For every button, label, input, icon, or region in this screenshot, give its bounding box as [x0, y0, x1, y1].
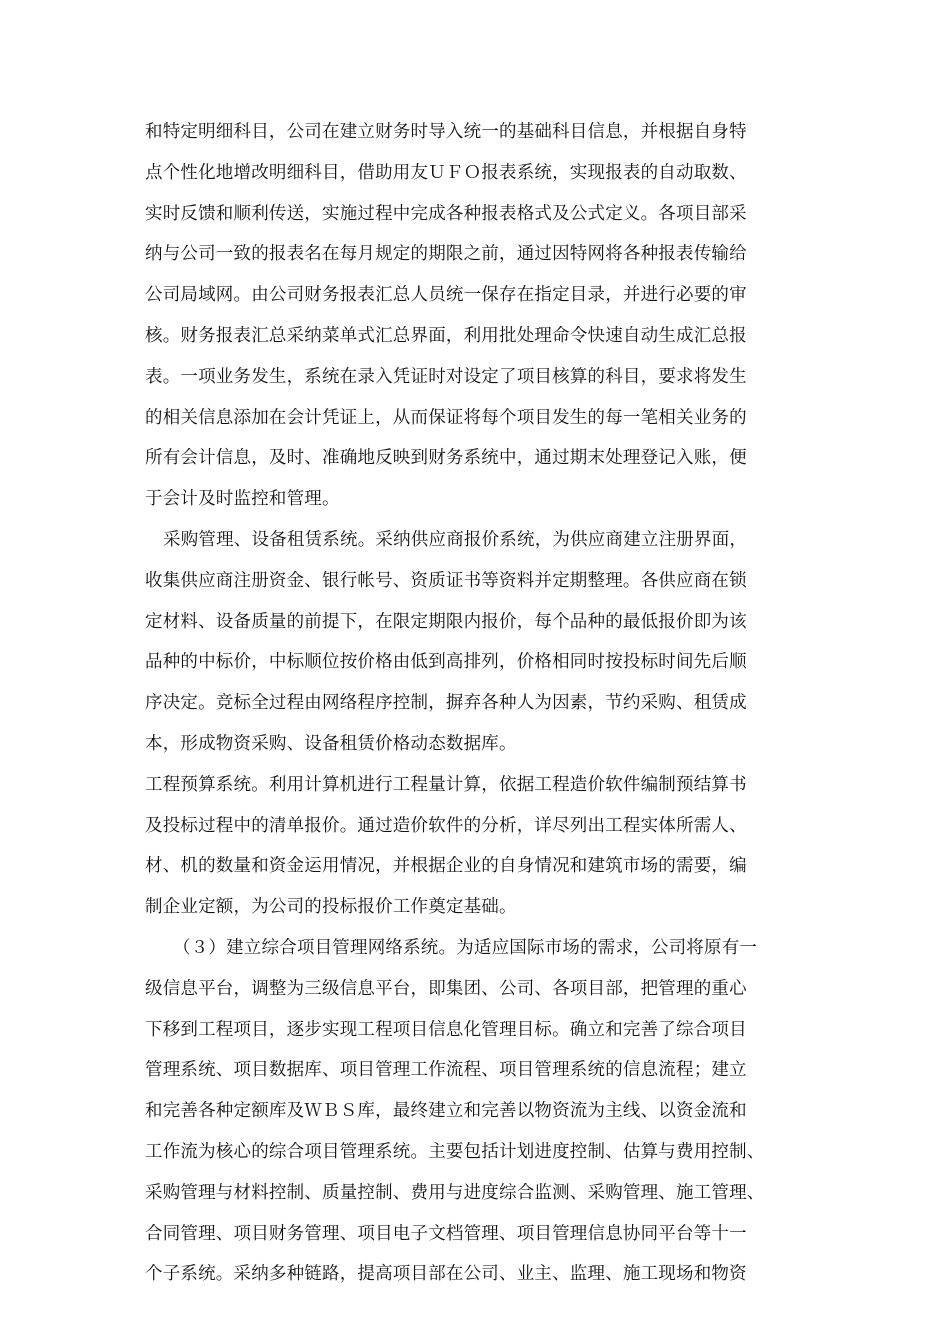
text-line: 序决定。竞标全过程由网络程序控制，摒弃各种人为因素，节约采购、租赁成: [145, 693, 747, 714]
text-line: 和完善各种定额库及ＷＢＳ库，最终建立和完善以物资流为主线、以资金流和: [145, 1101, 747, 1122]
text-line: 表。一项业务发生，系统在录入凭证时对设定了项目核算的科目，要求将发生: [145, 366, 747, 387]
text-line: 实时反馈和顺利传送，实施过程中完成各种报表格式及公式定义。各项目部采: [145, 203, 747, 224]
text-line: 和特定明细科目，公司在建立财务时导入统一的基础科目信息，并根据自身特: [145, 122, 747, 142]
text-line: 的相关信息添加在会计凭证上，从而保证将每个项目发生的每一笔相关业务的: [145, 407, 747, 428]
text-line: 工作流为核心的综合项目管理系统。主要包括计划进度控制、估算与费用控制、: [145, 1141, 765, 1162]
text-line: 制企业定额，为公司的投标报价工作奠定基础。: [145, 897, 517, 918]
text-line: 收集供应商注册资金、银行帐号、资质证书等资料并定期整理。各供应商在锁: [145, 570, 747, 591]
body-text: [145, 112, 825, 1295]
text-line: 材、机的数量和资金运用情况，并根据企业的自身情况和建筑市场的需要，编: [145, 856, 747, 877]
text-line: 工程预算系统。利用计算机进行工程量计算，依据工程造价软件编制预结算书: [145, 774, 747, 795]
text-line: 级信息平台，调整为三级信息平台，即集团、公司、各项目部，把管理的重心: [145, 978, 747, 999]
text-line: 公司局域网。由公司财务报表汇总人员统一保存在指定目录，并进行必要的审: [145, 285, 747, 306]
text-line: 采购管理与材料控制、质量控制、费用与进度综合监测、采购管理、施工管理、: [145, 1182, 765, 1203]
text-line: 品种的中标价，中标顺位按价格由低到高排列，价格相同时按投标时间先后顺: [145, 652, 747, 673]
text-line: 合同管理、项目财务管理、项目电子文档管理、项目管理信息协同平台等十一: [145, 1223, 747, 1244]
text-line: 管理系统、项目数据库、项目管理工作流程、项目管理系统的信息流程；建立: [145, 1060, 747, 1081]
text-line: （３）建立综合项目管理网络系统。为适应国际市场的需求，公司将原有一: [173, 937, 758, 958]
text-line: 纳与公司一致的报表名在每月规定的期限之前，通过因特网将各种报表传输给: [145, 244, 747, 265]
text-line: 下移到工程项目，逐步实现工程项目信息化管理目标。确立和完善了综合项目: [145, 1019, 747, 1040]
text-line: 点个性化地增改明细科目，借助用友ＵＦＯ报表系统，实现报表的自动取数、: [145, 162, 747, 183]
text-line: 采购管理、设备租赁系统。采纳供应商报价系统，为供应商建立注册界面，: [163, 529, 748, 550]
text-line: 于会计及时监控和管理。: [145, 489, 340, 510]
text-line: 本，形成物资采购、设备租赁价格动态数据库。: [145, 733, 517, 754]
text-line: 及投标过程中的清单报价。通过造价软件的分析，详尽列出工程实体所需人、: [145, 815, 747, 836]
text-line: 定材料、设备质量的前提下，在限定期限内报价，每个品种的最低报价即为该: [145, 611, 747, 632]
text-line: 个子系统。采纳多种链路，提高项目部在公司、业主、监理、施工现场和物资: [145, 1264, 747, 1285]
text-line: 所有会计信息，及时、准确地反映到财务系统中，通过期末处理登记入账，便: [145, 448, 747, 469]
text-line: 核。财务报表汇总采纳菜单式汇总界面，利用批处理命令快速自动生成汇总报: [145, 325, 747, 346]
